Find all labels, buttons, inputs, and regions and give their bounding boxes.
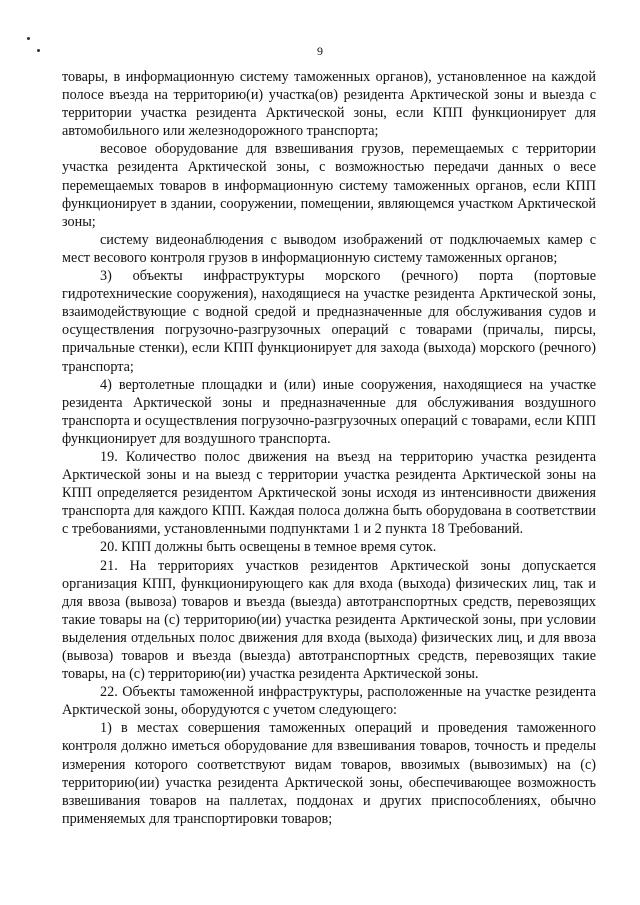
paragraph: 1) в местах совершения таможенных операций и проведения таможенного контроля должно иметься оборудование для взвешивания товаров, точность и пределы измерения которого соответствуют видам товаров, ввозимых (вывозимых) на (с) территорию(ии) участка резидента Арктической зоны, обеспечивающее возможность взвешивания товаров на паллетах, поддонах и других приспособлениях, обычно применяемых для транспортировки товаров; xyxy=(62,720,596,827)
paragraph: 22. Объекты таможенной инфраструктуры, расположенные на участке резидента Арктической зоны, оборудуются с учетом следующего: xyxy=(62,684,596,719)
paragraph: 19. Количество полос движения на въезд на территорию участка резидента Арктической зоны и на выезд с территории участка резидента Арктической зоны на КПП определяется резидентом Арктической зоны исходя из интенсивности движения транспорта для каждого КПП. Каждая полоса должна быть оборудована в соответствии с требованиями, установленными подпунктами 1 и 2 пункта 18 Требований. xyxy=(62,448,596,538)
paragraph: 20. КПП должны быть освещены в темное время суток. xyxy=(100,539,437,556)
scan-speck xyxy=(27,37,30,40)
paragraph: 21. На территориях участков резидентов Арктической зоны допускается организация КПП, функционирующего как для входа (выхода) физических лиц, так и для ввоза (вывоза) товаров и въезда (выезда) автотранспортных средств, перевозящих такие товары на (с) территорию(ии) участка резидента Арктической зоны, при условии выделения отдельных полос движения для входа (выхода) физических лиц, и для ввоза (вывоза) товаров и въезда (выезда) автотранспортных средств, перевозящих такие товары, на (с) территорию(ии) участка резидента Арктической зоны. xyxy=(62,557,596,683)
page-number: 9 xyxy=(317,44,323,58)
paragraph: 4) вертолетные площадки и (или) иные сооружения, находящиеся на участке резидента Арктической зоны и предназначенные для обслуживания воздушного транспорта и осуществления погрузочно-разгрузочных операций с товарами, если КПП функционирует для воздушного транспорта. xyxy=(62,376,596,447)
paragraph: весовое оборудование для взвешивания грузов, перемещаемых с территории участка резидента Арктической зоны, с возможностью передачи данных о весе перемещаемых товаров в информационную систему таможенных органов, если КПП функционирует в здании, сооружении, помещении, являющемся участком Арктической зоны; xyxy=(62,141,596,230)
paragraph: 3) объекты инфраструктуры морского (речного) порта (портовые гидротехнические сооружения), находящиеся на участке резидента Арктической зоны, взаимодействующие с водной средой и предназначенные для обслуживания судов и осуществления погрузочно-разгрузочных операций с товарами (причалы, пирсы, причальные стенки), если КПП функционирует для захода (выхода) морского (речного) транспорта; xyxy=(62,268,596,375)
document-body xyxy=(62,68,596,828)
paragraph: систему видеонаблюдения с выводом изображений от подключаемых камер с мест весового контроля грузов в информационную систему таможенных органов; xyxy=(62,231,596,266)
paragraph: товары, в информационную систему таможенных органов), установленное на каждой полосе въезда на территорию(и) участка(ов) резидента Арктической зоны и выезда с территории участка резидента Арктической зоны, если КПП функционирует для автомобильного или железнодорожного транспорта; xyxy=(62,69,596,140)
